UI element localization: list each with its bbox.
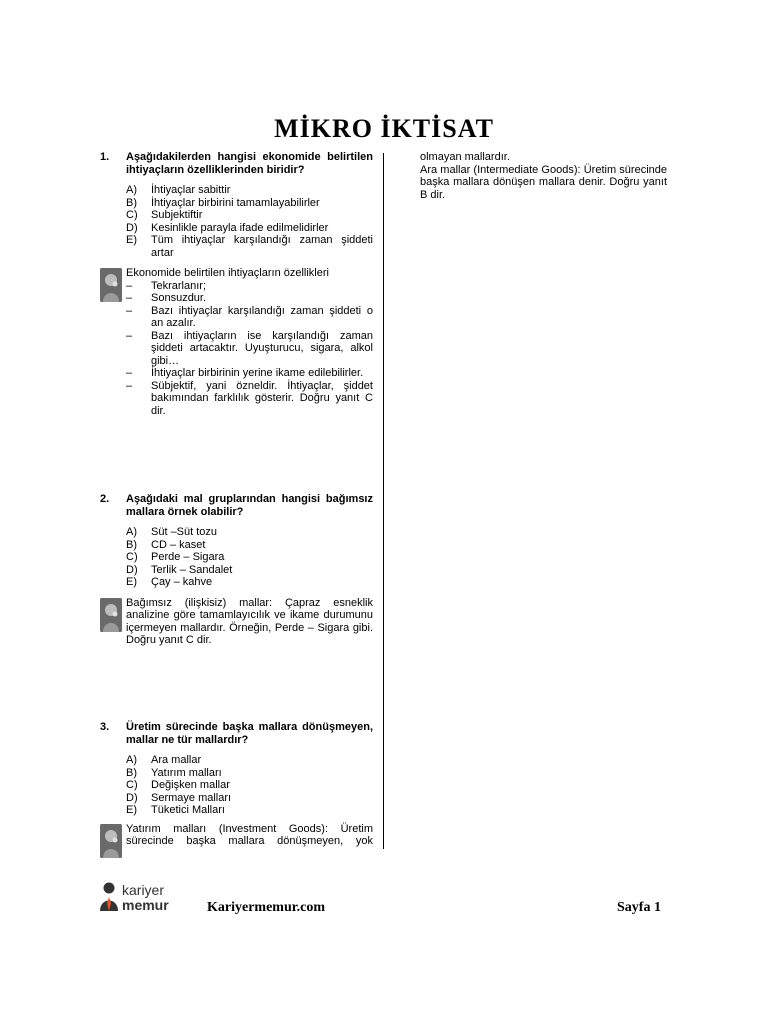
answer-bullet: – İhtiyaçlar birbirinin yerine ikame edilebilirler. [126, 367, 364, 379]
question-stem [100, 151, 373, 176]
answer-continuation: olmayan mallardır. [420, 151, 510, 163]
option-b: B) Yatırım malları [126, 766, 222, 779]
options-list [126, 754, 373, 817]
answer-bullet: – Sonsuzdur. [126, 292, 207, 304]
logo-line1: kariyer [122, 882, 165, 898]
question-number: 1. [100, 151, 110, 163]
option-c: C) Subjektiftir [126, 209, 203, 221]
footer-site: Kariyermemur.com [207, 900, 326, 915]
thinking-person-icon [100, 268, 122, 302]
options-list [126, 184, 373, 259]
answer-explanation [100, 267, 373, 417]
question-2 [100, 493, 373, 647]
answer-paragraph: Ara mallar (Intermediate Goods): Üretim sürecinde başka mallara dönüşen mallara denir. Doğru yanıt B dir. [420, 163, 667, 201]
answer-bullet: – Sübjektif, yani özneldir. İhtiyaçlar, şiddet bakımından farklılık gösterir. Doğru yanıt C dir. [126, 379, 373, 417]
person-logo-icon [100, 881, 122, 915]
answer-bullet: – Bazı ihtiyaçlar karşılandığı zaman şiddeti o an azalır. [126, 304, 373, 329]
question-number: 2. [100, 493, 110, 505]
question-1 [100, 151, 373, 417]
question-text: Aşağıdaki mal gruplarından hangisi bağımsız mallara örnek olabilir? [126, 493, 373, 518]
option-a: A) Ara mallar [126, 754, 202, 766]
option-d: D) Sermaye malları [126, 791, 232, 804]
options-list [126, 526, 373, 589]
answer-text: Yatırım malları (Investment Goods): Üretim sürecinde başka mallara dönüşmeyen, yok [126, 822, 373, 847]
option-c: C) Perde – Sigara [126, 551, 225, 563]
answer-intro: Ekonomide belirtilen ihtiyaçların özellikleri [126, 267, 329, 279]
option-b: B) CD – kaset [126, 538, 206, 551]
option-d: D) Kesinlikle parayla ifade edilmelidirler [126, 221, 329, 234]
thinking-person-icon [100, 598, 122, 632]
question-stem [100, 493, 373, 518]
question-text: Üretim sürecinde başka mallara dönüşmeyen, mallar ne tür mallardır? [126, 721, 373, 746]
option-e: E) Tüm ihtiyaçlar karşılandığı zaman şiddeti artar [126, 234, 373, 259]
kariyermemur-logo [100, 881, 180, 915]
option-e: E) Tüketici Malları [126, 804, 225, 816]
answer-bullet: – Tekrarlanır; [126, 279, 207, 292]
answer-explanation [100, 823, 373, 848]
logo-line2: memur [122, 897, 169, 913]
option-a: A) İhtiyaçlar sabittir [126, 184, 231, 196]
question-text: Aşağıdakilerden hangisi ekonomide belirtilen ihtiyaçların özelliklerinden biridir? [126, 151, 373, 176]
option-a: A) Süt –Süt tozu [126, 526, 218, 538]
option-c: C) Değişken mallar [126, 779, 230, 791]
answer-explanation [100, 597, 373, 647]
question-3 [100, 721, 373, 848]
question-number: 3. [100, 721, 110, 733]
right-column [420, 151, 667, 201]
answer-bullet: – Bazı ihtiyaçların ise karşılandığı zaman şiddeti artacaktır. Uyuşturucu, sigara, alkol gibi… [126, 329, 373, 367]
thinking-person-icon [100, 824, 122, 858]
footer-page-number: Sayfa 1 [617, 900, 661, 915]
option-d: D) Terlik – Sandalet [126, 563, 233, 576]
answer-text: Bağımsız (ilişkisiz) mallar: Çapraz esneklik analizine göre tamamlayıcılık ve ikame durumunu içermeyen mallardır. Örneğin, Perde – Sigara gibi. Doğru yanıt C dir. [126, 596, 373, 646]
page-title: MİKRO İKTİSAT [274, 114, 494, 143]
option-b: B) İhtiyaçlar birbirini tamamlayabilirler [126, 196, 320, 209]
question-stem [100, 721, 373, 746]
column-divider [383, 153, 384, 849]
option-e: E) Çay – kahve [126, 576, 213, 588]
left-column [100, 151, 373, 847]
